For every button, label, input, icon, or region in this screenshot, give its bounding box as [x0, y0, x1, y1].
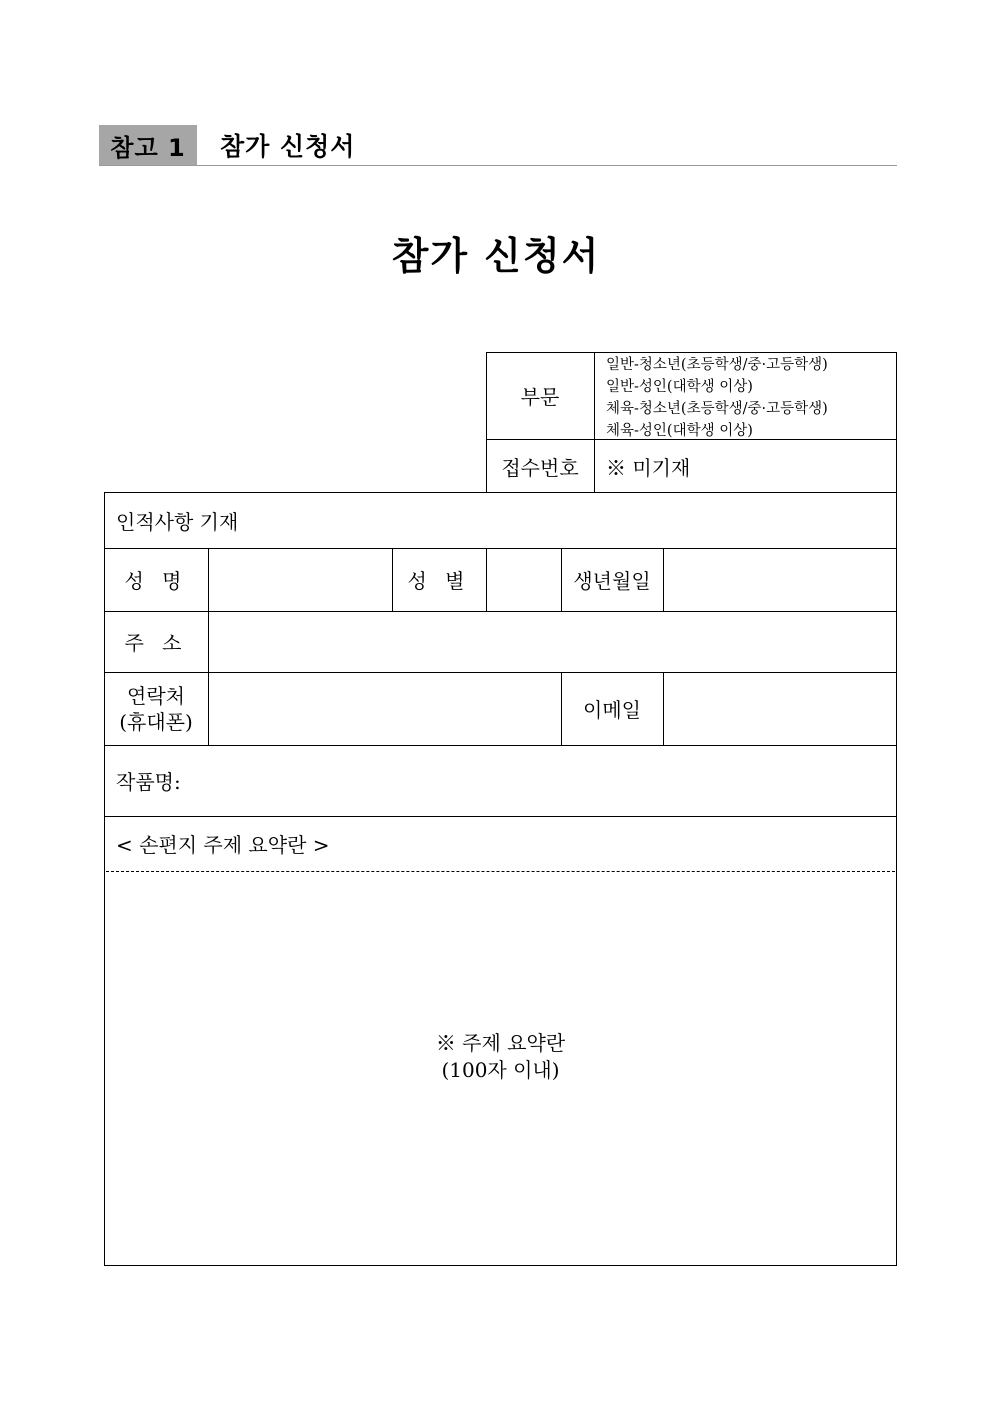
contact-label-line1: 연락처: [127, 683, 185, 708]
gender-field[interactable]: [487, 549, 560, 610]
name-label: 성 명: [124, 569, 188, 593]
receipt-number-value: ※ 미기재: [606, 455, 691, 480]
division-option: 일반-성인(대학생 이상): [606, 379, 753, 395]
name-field[interactable]: [209, 549, 391, 610]
summary-note-line1: ※ 주제 요약란: [435, 1030, 566, 1055]
division-label: 부문: [520, 385, 560, 409]
reference-badge: 참고 1: [99, 125, 197, 165]
gender-label: 성 별: [407, 569, 471, 593]
division-option: 일반-청소년(초등학생/중·고등학생): [606, 357, 828, 373]
work-title-label: 작품명:: [116, 770, 181, 794]
email-label: 이메일: [583, 698, 641, 722]
birth-date-label: 생년월일: [573, 569, 651, 593]
address-field[interactable]: [209, 612, 896, 671]
contact-label: [104, 672, 208, 745]
page-title: 참가 신청서: [391, 234, 601, 278]
division-options: [606, 354, 828, 442]
receipt-number-label: 접수번호: [501, 455, 579, 480]
summary-area[interactable]: [105, 872, 896, 1265]
work-title-field[interactable]: [200, 746, 896, 815]
summary-note-line2: (100자 이내): [441, 1057, 560, 1082]
section-header-title: 참가 신청서: [220, 132, 356, 161]
birth-date-field[interactable]: [664, 549, 896, 610]
section-header: [99, 125, 897, 166]
email-field[interactable]: [664, 673, 896, 744]
contact-field[interactable]: [209, 673, 560, 744]
contact-label-line2: (휴대폰): [119, 709, 193, 734]
personal-info-label: 인적사항 기재: [116, 509, 239, 534]
division-option: 체육-청소년(초등학생/중·고등학생): [606, 401, 828, 417]
division-option: 체육-성인(대학생 이상): [606, 423, 753, 439]
address-label: 주 소: [124, 631, 188, 655]
summary-header: < 손편지 주제 요약란 >: [116, 833, 330, 857]
